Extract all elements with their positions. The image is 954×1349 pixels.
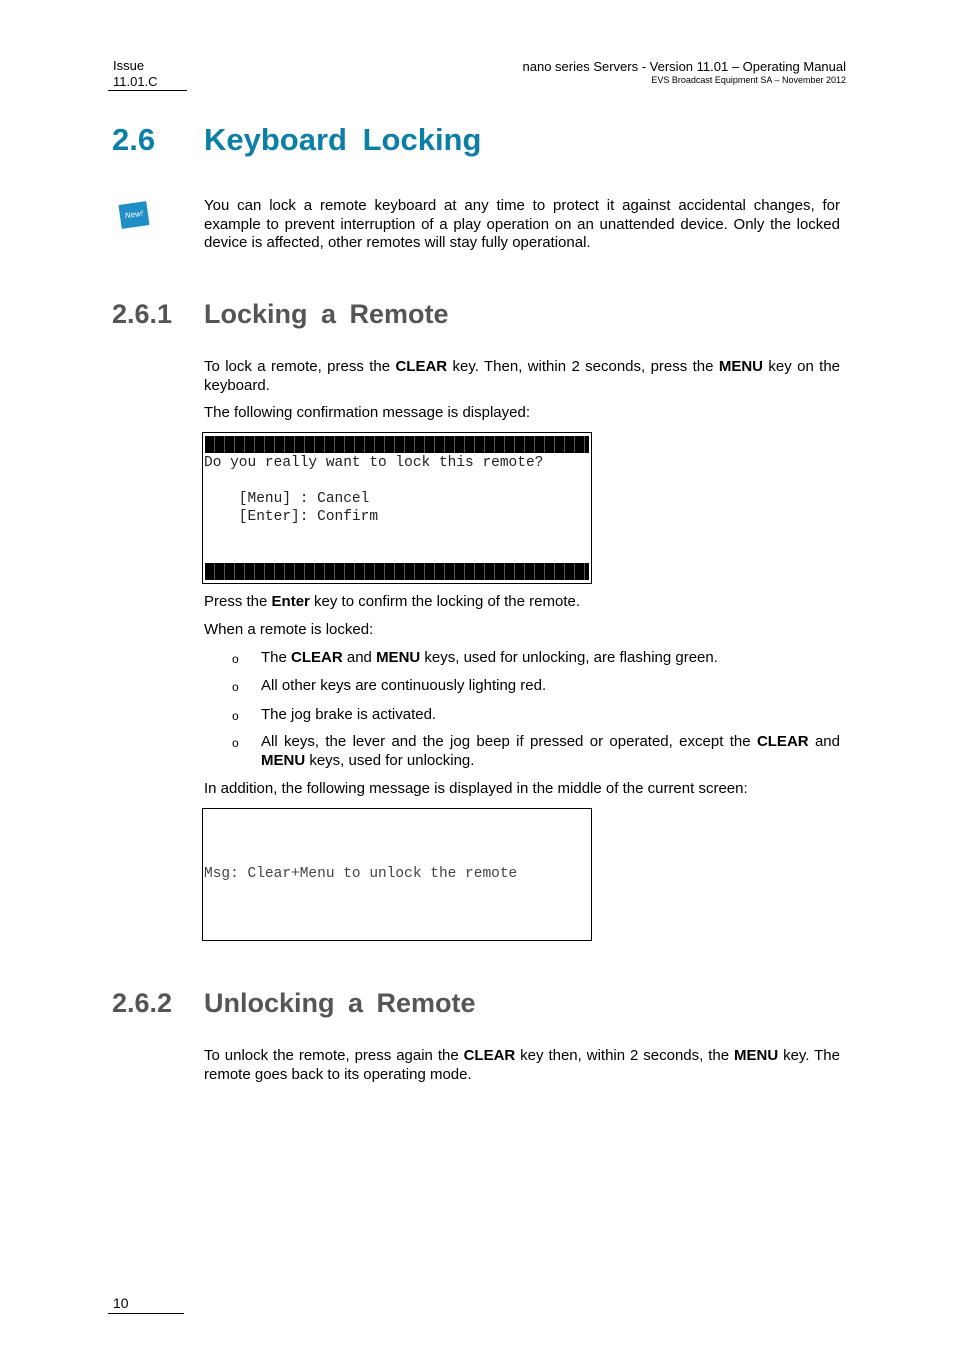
screen-line: [Menu] : Cancel (204, 491, 370, 507)
screen-line: [Enter]: Confirm (204, 509, 379, 525)
header-divider (108, 90, 187, 91)
bullet-icon: o (232, 680, 239, 694)
new-badge-icon: New! (118, 201, 149, 229)
footer-divider (108, 1313, 184, 1314)
section-number: 2.6 (112, 122, 156, 157)
screen-top-bar (205, 436, 589, 453)
manual-title: nano series Servers - Version 11.01 – Operating Manual (522, 59, 846, 74)
subsection-title: Unlocking a Remote (204, 988, 476, 1018)
bullet-icon: o (232, 709, 239, 723)
subsection-number: 2.6.2 (112, 988, 173, 1018)
section-title: Keyboard Locking (204, 122, 482, 157)
locked-intro: When a remote is locked: (204, 621, 374, 638)
enter-key: Enter (271, 593, 310, 610)
list-item: All keys, the lever and the jog beep if pressed or operated, except the CLEAR and MENU keys, used for unlocking. (261, 733, 840, 769)
confirmation-screen (202, 432, 592, 584)
screen-line: Do you really want to lock this remote? (204, 455, 544, 471)
list-item: The CLEAR and MENU keys, used for unlocking, are flashing green. (261, 649, 718, 666)
unlock-message-screen (202, 808, 592, 941)
menu-key: MENU (718, 358, 764, 375)
bullet-icon: o (232, 736, 239, 750)
company-line: EVS Broadcast Equipment SA – November 2012 (651, 75, 846, 85)
unlock-message-intro: In addition, the following message is displayed in the middle of the current screen: (204, 780, 748, 797)
issue-number: 11.01.C (113, 74, 158, 89)
subsection-title: Locking a Remote (204, 299, 449, 329)
confirmation-intro: The following confirmation message is displayed: (204, 404, 530, 421)
screen-message: Msg: Clear+Menu to unlock the remote (204, 866, 518, 882)
header-title-block (523, 58, 847, 86)
confirm-instructions: Press the Enter key to confirm the locking of the remote. (204, 593, 580, 610)
clear-key: CLEAR (395, 358, 448, 375)
page-number: 10 (113, 1295, 129, 1311)
screen-bottom-bar (205, 563, 589, 580)
bullet-icon: o (232, 652, 239, 666)
lock-instructions: To lock a remote, press the CLEAR key. Then, within 2 seconds, press the MENU key on the keyboard. (204, 358, 841, 394)
issue-label: Issue (113, 58, 145, 73)
list-item: The jog brake is activated. (261, 706, 437, 723)
subsection-number: 2.6.1 (112, 299, 173, 329)
section-intro: You can lock a remote keyboard at any time to protect it against accidental changes, for example to prevent interruption of a play operation on an unattended device. Only the locked device is affected, other remotes will stay fully operational. (204, 197, 840, 251)
unlock-instructions: To unlock the remote, press again the CLEAR key then, within 2 seconds, the MENU key. The remote goes back to its operating mode. (204, 1047, 840, 1083)
header-issue (113, 58, 158, 90)
list-item: All other keys are continuously lighting red. (261, 677, 547, 694)
